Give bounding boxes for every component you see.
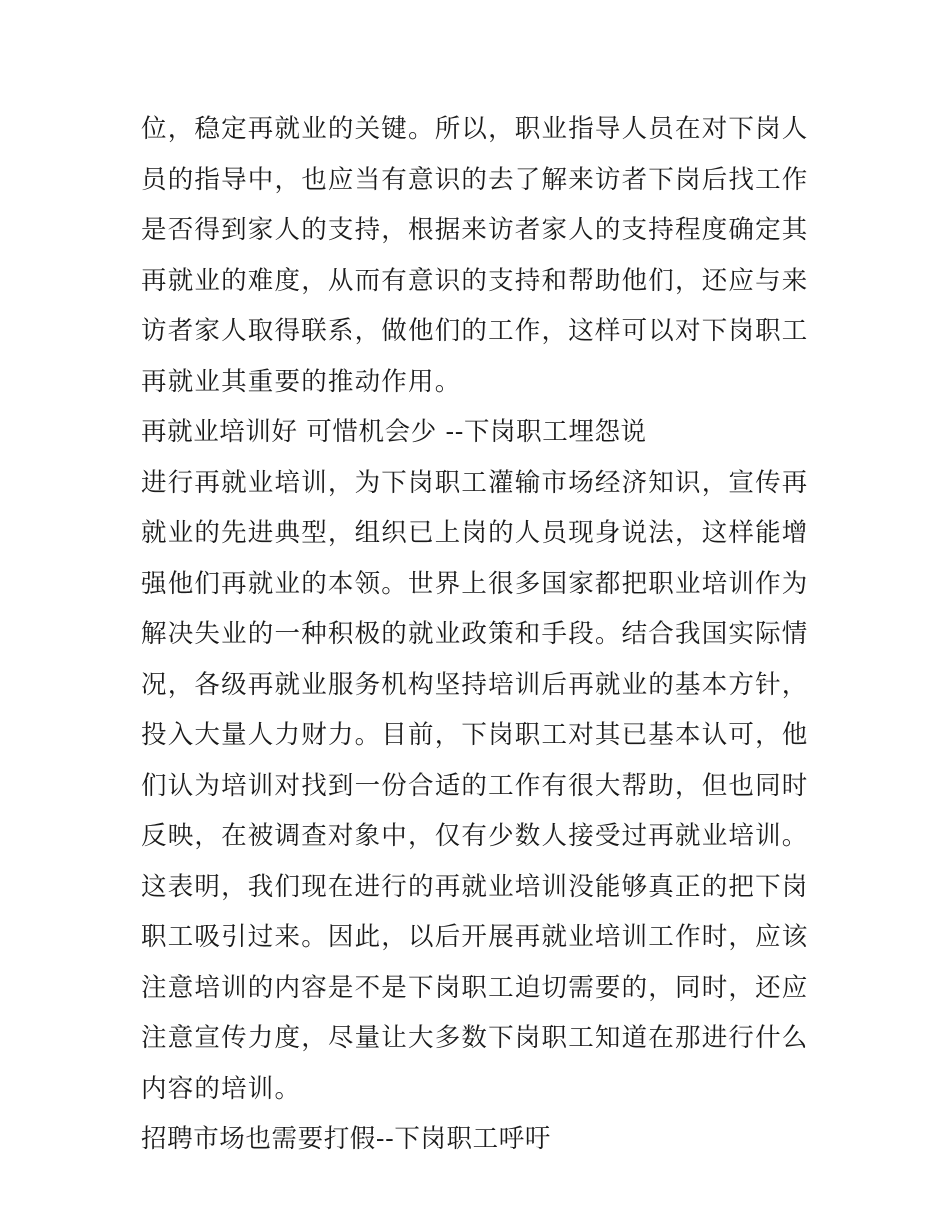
document-body bbox=[141, 104, 821, 1165]
section-heading: 招聘市场也需要打假--下岗职工呼吁 bbox=[141, 1124, 551, 1154]
body-paragraph: 进行再就业培训，为下岗职工灌输市场经济知识，宣传再就业的先进典型，组织已上岗的人员现身说法，这样能增强他们再就业的本领。世界上很多国家都把职业培训作为解决失业的一种积极的就业政策和手段。结合我国实际情况，各级再就业服务机构坚持培训后再就业的基本方针，投入大量人力财力。目前，下岗职工对其已基本认可，他们认为培训对找到一份合适的工作有很大帮助，但也同时反映，在被调查对象中，仅有少数人接受过再就业培训。这表明，我们现在进行的再就业培训没能够真正的把下岗职工吸引过来。因此，以后开展再就业培训工作时，应该注意培训的内容是不是下岗职工迫切需要的，同时，还应注意宣传力度，尽量让大多数下岗职工知道在那进行什么内容的培训。 bbox=[141, 467, 809, 1104]
body-paragraph: 位，稳定再就业的关键。所以，职业指导人员在对下岗人员的指导中，也应当有意识的去了解来访者下岗后找工作是否得到家人的支持，根据来访者家人的支持程度确定其再就业的难度，从而有意识的支持和帮助他们，还应与来访者家人取得联系，做他们的工作，这样可以对下岗职工再就业其重要的推动作用。 bbox=[141, 114, 809, 397]
section-heading: 再就业培训好 可惜机会少 --下岗职工埋怨说 bbox=[141, 417, 647, 447]
